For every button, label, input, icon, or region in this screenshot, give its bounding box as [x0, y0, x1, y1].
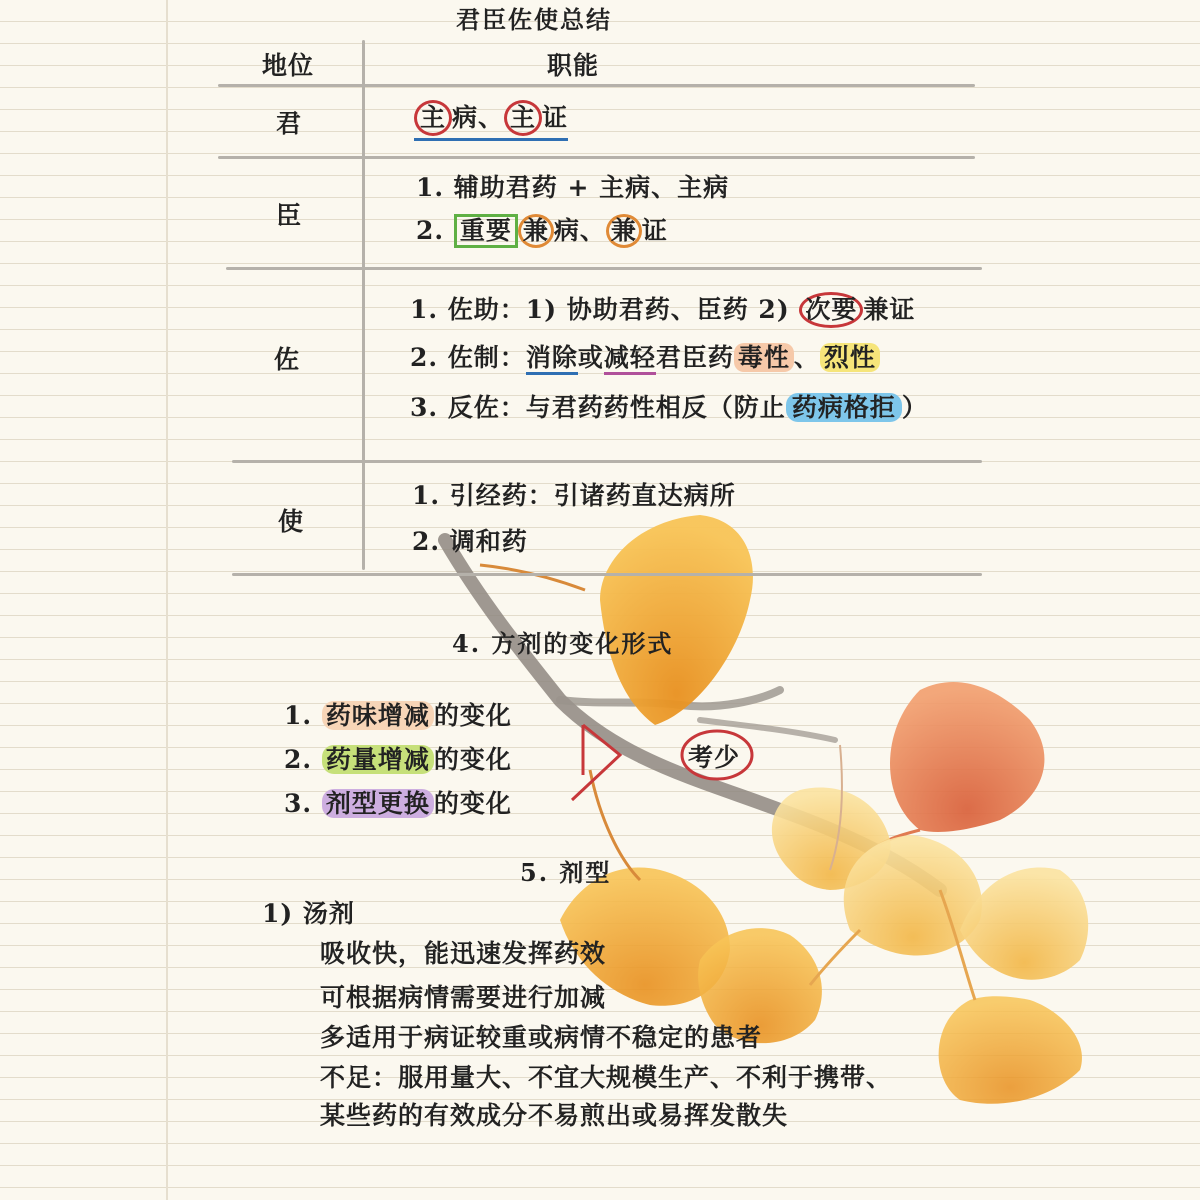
forms-highlight-1: 药味增减 — [322, 701, 434, 730]
row-label-jun: 君 — [276, 109, 303, 138]
chen-circle-2: 兼 — [606, 214, 642, 248]
dosage-line-1: 吸收快，能迅速发挥药效 — [320, 939, 607, 968]
forms-item-1: 1. 药味增减 的变化 — [284, 701, 512, 730]
dosage-title: 5. 剂型 — [520, 858, 612, 887]
table-rule-shi — [232, 573, 982, 576]
leaf-top — [600, 515, 753, 725]
header-function: 职能 — [547, 51, 600, 80]
leaf-yellow-3 — [960, 868, 1088, 980]
forms-highlight-3: 剂型更换 — [322, 789, 434, 818]
zuo-line-3: 3. 反佐：与君药药性相反（防止 药病格拒 ） — [410, 393, 928, 422]
table-rule-header — [218, 84, 975, 87]
leaf-orange-right — [939, 996, 1082, 1104]
forms-item-2: 2. 药量增减 的变化 — [284, 745, 512, 774]
dosage-line-2: 可根据病情需要进行加减 — [320, 983, 607, 1012]
chen-line-1: 1. 辅助君药 + 主病、主病 — [416, 173, 730, 202]
table-divider-vertical — [362, 40, 365, 570]
zuo-circle-secondary: 次要 — [799, 292, 863, 328]
zuo-highlight-potency: 烈性 — [820, 343, 880, 372]
dosage-subtitle: 1) 汤剂 — [262, 899, 355, 928]
jun-circle-2: 主 — [504, 100, 542, 136]
dosage-line-4: 不足：服用量大、不宜大规模生产、不利于携带、 — [320, 1063, 893, 1092]
row-jun-content — [414, 98, 568, 136]
shi-line-2: 2. 调和药 — [412, 527, 528, 556]
zuo-line-1: 1. 佐助：1) 协助君药、臣药 2) 次要 兼证 — [410, 290, 915, 328]
leaf-stem — [480, 565, 585, 590]
leaf-red — [890, 682, 1044, 832]
forms-highlight-2: 药量增减 — [322, 745, 434, 774]
dosage-line-3: 多适用于病证较重或病情不稳定的患者 — [320, 1023, 763, 1052]
row-label-shi: 使 — [278, 507, 305, 536]
header-position: 地位 — [262, 51, 315, 80]
jun-underline: 主 病、 主 证 — [414, 103, 568, 141]
forms-title: 4. 方剂的变化形式 — [452, 629, 674, 658]
row-label-zuo: 佐 — [274, 345, 301, 374]
table-rule-jun — [218, 156, 975, 159]
zuo-underline-eliminate: 消除 — [526, 343, 578, 375]
table-rule-zuo — [232, 460, 982, 463]
jun-circle-1: 主 — [414, 100, 452, 136]
forms-item-3: 3. 剂型更换 的变化 — [284, 789, 512, 818]
table-rule-chen — [226, 267, 982, 270]
shi-line-1: 1. 引经药：引诸药直达病所 — [412, 481, 736, 510]
summary-title: 君臣佐使总结 — [456, 5, 612, 34]
chen-box-important: 重要 — [454, 214, 518, 248]
chen-line-2: 2. 重要 兼 病、 兼 证 — [416, 211, 668, 248]
zuo-highlight-rejection: 药病格拒 — [786, 393, 902, 422]
zuo-underline-reduce: 减轻 — [604, 343, 656, 375]
forms-note: 考少 — [688, 743, 741, 772]
dosage-line-5: 某些药的有效成分不易煎出或易挥发散失 — [320, 1101, 789, 1130]
zuo-highlight-toxicity: 毒性 — [734, 343, 794, 372]
row-label-chen: 臣 — [276, 201, 303, 230]
chen-circle-1: 兼 — [518, 214, 554, 248]
zuo-line-2: 2. 佐制：消除或减轻君臣药 毒性 、 烈性 — [410, 338, 880, 374]
